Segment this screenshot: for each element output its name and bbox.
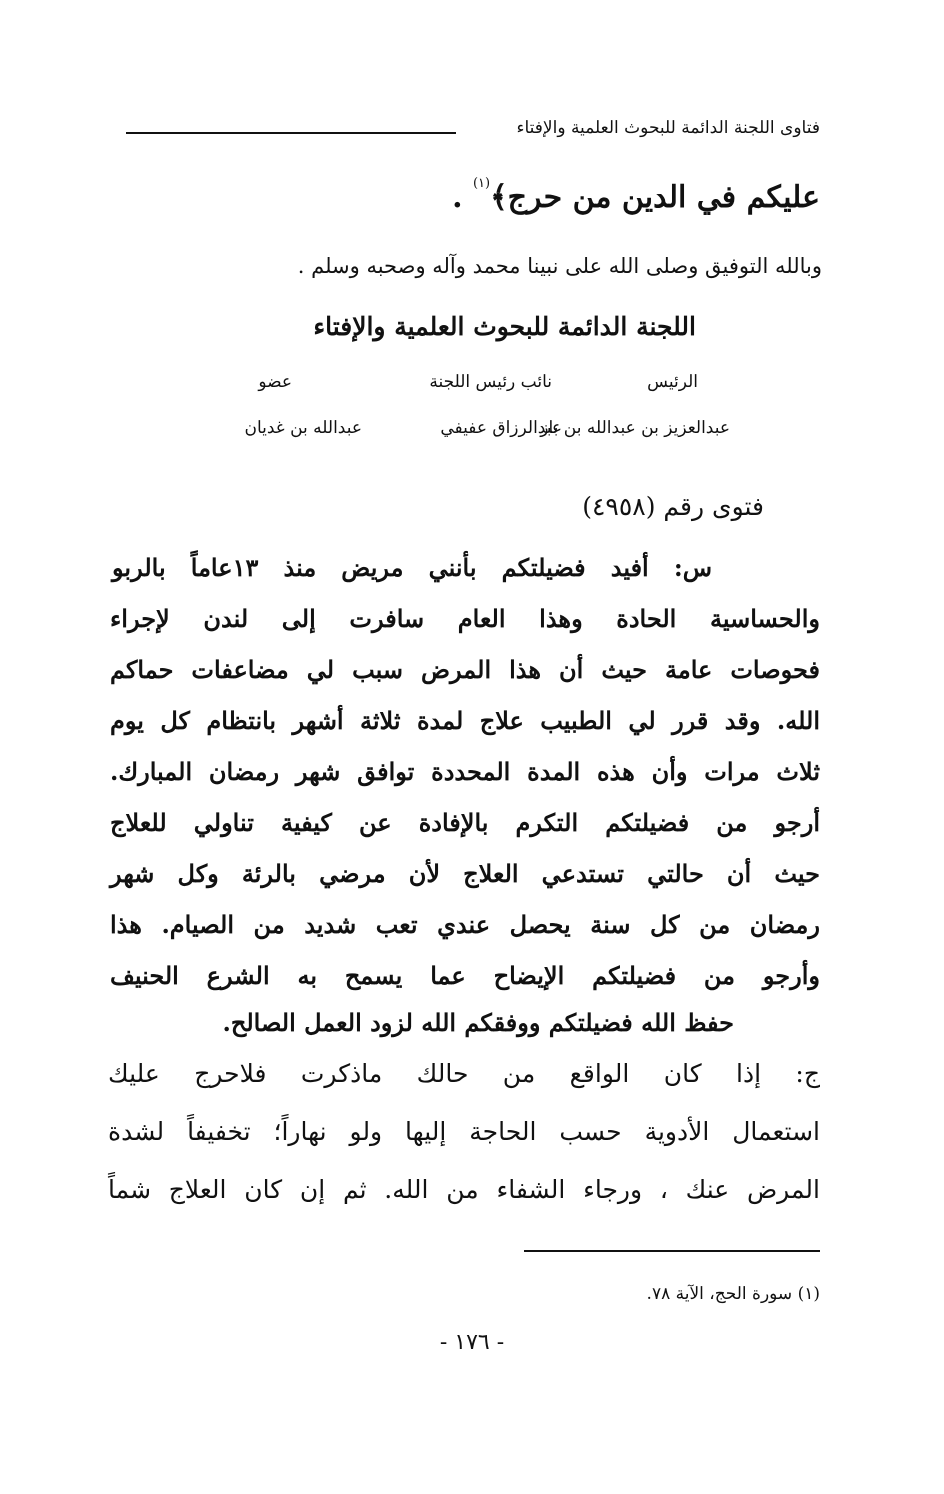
question-line: حفظ الله فضيلتكم ووفقكم الله لزود العمل الصالح. [222,1008,734,1037]
running-header [120,118,820,148]
running-title: فتاوى اللجنة الدائمة للبحوث العلمية والإفتاء [516,118,820,138]
question-line: س: أفيد فضيلتكم بأنني مريض منذ ١٣عاماً بالربو [112,553,712,582]
question-line: الله. وقد قرر لي الطبيب علاج لمدة ثلاثة أشهر بانتظام كل يوم [110,706,820,735]
answer-line: ج: إذا كان الواقع من حالك ماذكرت فلاحرج عليك [108,1059,820,1088]
question-line: فحوصات عامة حيث أن هذا المرض سبب لي مضاعفات حماكم [110,655,820,684]
question-line: والحساسية الحادة وهذا العام سافرت إلى لندن لإجراء [110,604,820,633]
answer-line: استعمال الأدوية حسب الحاجة إليها ولو نهاراً؛ تخفيفاً لشدة [108,1117,820,1146]
answer-line: المرض عنك ، ورجاء الشفاء من الله. ثم إن كان العلاج شماً [108,1175,820,1204]
closing-line: وبالله التوفيق وصلى الله على نبينا محمد وآله وصحبه وسلم . [297,254,822,278]
question-line: ثلاث مرات وأن هذه المدة المحددة توافق شهر رمضان المبارك. [110,757,820,786]
committee-title: اللجنة الدائمة للبحوث العلمية والإفتاء [313,312,696,341]
question-line: أرجو من فضيلتكم التكرم بالإفادة عن كيفية تناولي للعلاج [110,808,820,837]
question-line: وأرجو من فضيلتكم الإيضاح عما يسمح به الشرع الحنيف [110,961,820,990]
role-president: الرئيس [647,372,698,392]
verse-line [452,176,820,215]
footnote-ref: (١) [472,176,491,191]
question-line: رمضان من كل سنة يحصل عندي تعب شديد من الصيام. هذا [110,910,820,939]
name-vice-president: عبدالرزاق عفيفي [440,418,562,438]
verse-tail: . [452,180,473,215]
page-number: - ١٧٦ - [439,1330,505,1355]
role-vice-president: نائب رئيس اللجنة [429,372,552,392]
name-member: عبدالله بن غديان [244,418,362,438]
name-president: عبدالعزيز بن عبدالله بن باز [540,418,730,438]
footnote-rule [524,1250,820,1252]
fatwa-number: فتوى رقم (٤٩٥٨) [582,492,764,521]
footnote: (١) سورة الحج، الآية ٧٨. [646,1284,820,1304]
role-member: عضو [258,372,292,392]
question-line: حيث أن حالتي تستدعي العلاج لأن مرضي بالرئة وكل شهر [110,859,820,888]
header-rule [126,132,456,134]
verse-text: عليكم في الدين من حرج﴾ [490,180,820,215]
